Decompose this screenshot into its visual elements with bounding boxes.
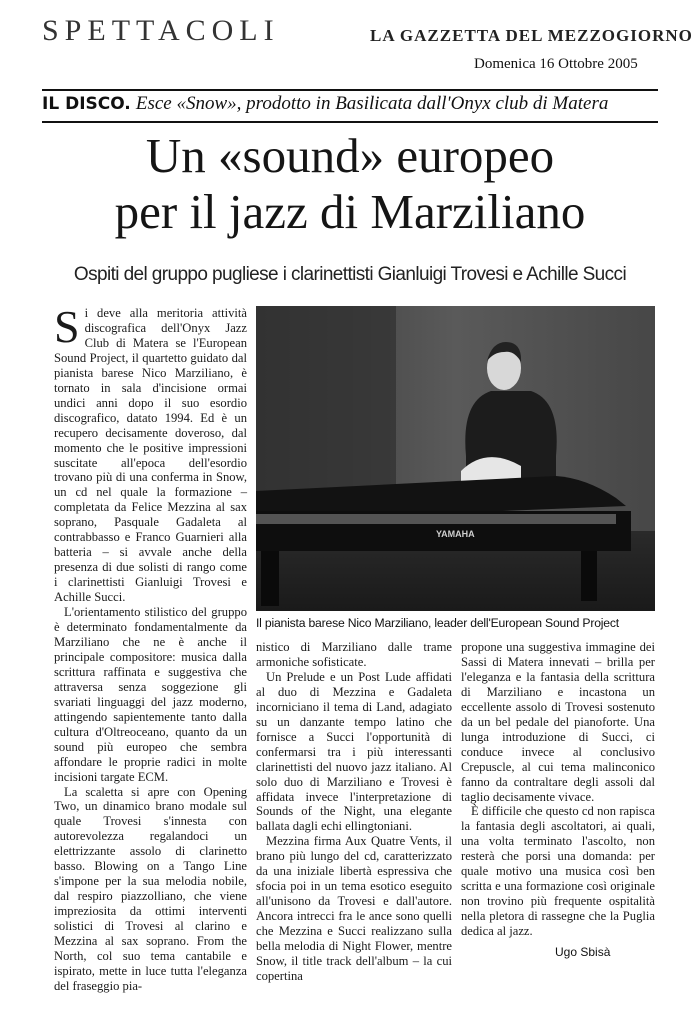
tagline-rule: [42, 121, 658, 123]
author-byline: Ugo Sbisà: [555, 945, 611, 959]
paragraph: Un Prelude e un Post Lude affidati al duo di Mezzina e Gadaleta incorniciano il tema di Land, adagiato su un danzante tempo latino che fornisce a Succi l'opportunità di confermarsi tra i più interessanti clarinettisti del nuovo jazz italiano. Al solo duo di Marziliano e Trovesi è affidata invece l'interpretazione di Sounds of the Night, una elegante ballata dagli echi ellingtoniani.: [256, 669, 452, 834]
headline: [42, 128, 658, 240]
article-photo: [256, 306, 655, 611]
headline-line-2: per il jazz di Marziliano: [114, 184, 586, 239]
drop-cap: S: [54, 301, 80, 352]
tagline-label: IL DISCO.: [42, 94, 131, 114]
article-column-1: [54, 301, 247, 993]
section-title: SPETTACOLI: [42, 14, 280, 47]
article-column-2: [256, 640, 452, 983]
paragraph: nistico di Marziliano dalle trame armoniche sofisticate.: [256, 640, 452, 669]
tagline-text: Esce «Snow», prodotto in Basilicata dall'Onyx club di Matera: [135, 93, 609, 114]
photo-pianist-at-piano: [256, 306, 655, 611]
piano-brand-label: YAMAHA: [436, 529, 475, 539]
paragraph: L'orientamento stilistico del gruppo è determinato fondamentalmente da Marziliano che ne è anche il principale compositore: musica dalla scrittura raffinata e suggestiva che attraversa senza soggezione gli svariati linguaggi del jazz moderno, attingendo sapientemente tanto dalla cultura d'Oltreoceano, quanto da un sound più europeo che sembra affondare le proprie radici in molte incisioni targate ECM.: [54, 605, 247, 784]
headline-line-1: Un «sound» europeo: [145, 128, 555, 183]
article-column-3: [461, 640, 655, 940]
subheadline: Ospiti del gruppo pugliese i clarinettisti Gianluigi Trovesi e Achille Succi: [73, 264, 627, 285]
paragraph: La scaletta si apre con Opening Two, un dinamico brano modale sul quale Trovesi s'innesta con autorevolezza regalandoci un elettrizzante assolo di clarinetto basso. Blowing on a Tango Line s'impone per la sua melodia nobile, dal respiro piazzolliano, che viene impreziosita da ottimi interventi solistici di Trovesi al clarino e Mezzina al sax soprano. From the North, col suo tema cantabile e ispirato, mette in luce tutta l'eleganza del fraseggio pia-: [54, 784, 247, 993]
paragraph: propone una suggestiva immagine dei Sassi di Matera innevati – brilla per l'eleganza e la fantasia della scrittura di Marziliano e incastona un eccellente assolo di Trovesi sostenuto da un bel pedale del pianoforte. Una lunga introduzione di Succi, ci conduce invece al conclusivo Crepuscle, al cui tema malinconico fanno da contraltare degli assoli dal taglio decisamente vivace.: [461, 640, 655, 804]
tagline: [42, 93, 658, 115]
photo-caption: Il pianista barese Nico Marziliano, leader dell'European Sound Project: [256, 616, 619, 630]
top-rule: [42, 89, 658, 91]
paragraph: È difficile che questo cd non rapisca la fantasia degli ascoltatori, ai quali, una volta terminato l'ascolto, non resterà che porsi una domanda: per quale motivo una musica così ben scritta e una formazione così originale non trovino più frequente ospitalità nella pletora di rassegne che la Puglia dedica al jazz.: [461, 804, 655, 939]
newspaper-name: LA GAZZETTA DEL MEZZOGIORNO: [370, 26, 693, 45]
paragraph: i deve alla meritoria attività discografica dell'Onyx Jazz Club di Matera se l'European Sound Project, il quartetto guidato dal pianista barese Nico Marziliano, è tornato in sala d'incisione ormai undici anni dopo il suo esordio discografico, datato 1994. Ed è un recupero decisamente doveroso, dal momento che le positive impressioni suscitate all'epoca dell'esordio trovano più di una conferma in Snow, un cd nel quale la formazione – completata da Felice Mezzina al sax soprano, Pasquale Gadaleta al contrabbasso e Franco Guarnieri alla batteria – si avvale anche della presenza di due solisti di rango come i clarinettisti Gianluigi Trovesi e Achille Succi.: [54, 306, 247, 605]
publication-date: Domenica 16 Ottobre 2005: [474, 56, 638, 72]
paragraph: Mezzina firma Aux Quatre Vents, il brano più lungo del cd, caratterizzato da una iniziale libertà espressiva che sfocia poi in un tema esotico eseguito all'unisono da Trovesi e dall'autore. Ancora intrecci fra le ance sono quelli che Mezzina e Succi realizzano sulla bella melodia di Night Flower, mentre Snow, il title track dell'album – la cui copertina: [256, 834, 452, 983]
